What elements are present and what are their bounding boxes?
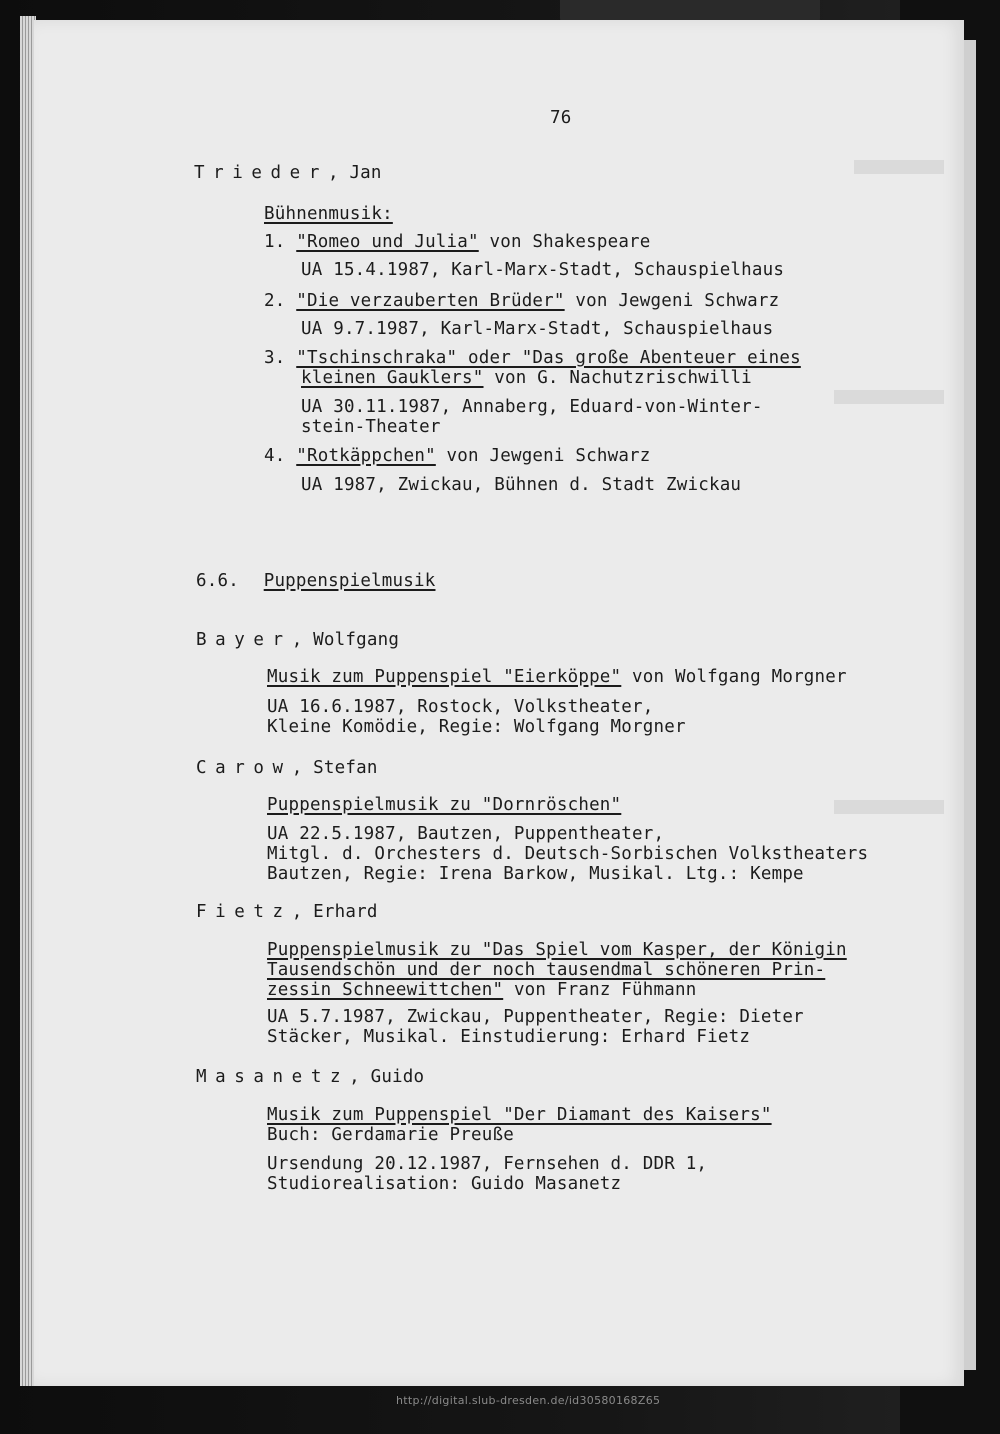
work-author: von Wolfgang Morgner <box>621 667 847 687</box>
list-item-continuation <box>301 368 752 388</box>
item-number: 2. <box>264 291 286 311</box>
work-title: "Romeo und Julia" <box>296 232 479 252</box>
composer-given-name: Wolfgang <box>313 630 400 650</box>
footer-url: http://digital.slub-dresden.de/id30580168Z65 <box>396 1394 661 1407</box>
subheading: Bühnenmusik: <box>264 204 393 224</box>
premiere-info: UA 16.6.1987, Rostock, Volkstheater, <box>267 697 654 717</box>
list-item <box>264 446 651 466</box>
premiere-info: Kleine Komödie, Regie: Wolfgang Morgner <box>267 717 686 737</box>
composer-surname: Carow <box>196 758 292 778</box>
premiere-info: Stäcker, Musikal. Einstudierung: Erhard Fietz <box>267 1027 751 1047</box>
broadcast-info: Ursendung 20.12.1987, Fernsehen d. DDR 1, <box>267 1154 708 1174</box>
work-title: Tausendschön und der noch tausendmal schöneren Prin- <box>267 960 826 980</box>
comma: , <box>291 902 314 922</box>
work-author: von Franz Fühmann <box>503 980 697 1000</box>
list-item <box>264 232 651 252</box>
bleed-through <box>834 390 944 404</box>
list-item <box>264 348 801 368</box>
work-title: Musik zum Puppenspiel "Eierköppe" <box>267 667 622 687</box>
composer-given-name: Jan <box>349 163 382 183</box>
composer-heading-trieder <box>194 163 382 183</box>
premiere-info: UA 22.5.1987, Bautzen, Puppentheater, <box>267 824 665 844</box>
premiere-info: UA 15.4.1987, Karl-Marx-Stadt, Schauspielhaus <box>301 260 785 280</box>
work-title: Puppenspielmusik zu "Dornröschen" <box>267 795 622 815</box>
section-heading <box>196 571 435 591</box>
work-title: kleinen Gauklers" <box>301 368 484 388</box>
composer-surname: Fietz <box>196 902 292 922</box>
next-page-edge <box>962 40 976 1370</box>
document-page <box>34 20 964 1386</box>
work-title: zessin Schneewittchen" <box>267 980 504 1000</box>
composer-surname: Trieder <box>194 163 328 183</box>
work-line <box>267 980 696 1000</box>
section-number: 6.6. <box>196 571 239 591</box>
premiere-info: stein-Theater <box>301 417 441 437</box>
composer-surname: Bayer <box>196 630 292 650</box>
work-title: "Die verzauberten Brüder" <box>296 291 565 311</box>
page-number: 76 <box>550 108 572 128</box>
premiere-info: UA 5.7.1987, Zwickau, Puppentheater, Regie: Dieter <box>267 1007 804 1027</box>
work-title: "Tschinschraka" oder "Das große Abenteuer eines <box>296 348 801 368</box>
item-number: 3. <box>264 348 286 368</box>
comma: , <box>349 1067 371 1087</box>
comma: , <box>291 630 314 650</box>
premiere-info: Mitgl. d. Orchesters d. Deutsch-Sorbischen Volkstheaters <box>267 844 869 864</box>
work-title: "Rotkäppchen" <box>296 446 436 466</box>
work-author: von Shakespeare <box>478 232 651 252</box>
premiere-info: UA 9.7.1987, Karl-Marx-Stadt, Schauspielhaus <box>301 319 774 339</box>
list-item <box>264 291 779 311</box>
bleed-through <box>854 160 944 174</box>
section-title: Puppenspielmusik <box>263 571 436 591</box>
composer-given-name: Erhard <box>313 902 378 922</box>
work-author: von Jewgeni Schwarz <box>564 291 780 311</box>
work-author: von Jewgeni Schwarz <box>435 446 651 466</box>
premiere-info: Bautzen, Regie: Irena Barkow, Musikal. Ltg.: Kempe <box>267 864 804 884</box>
work-line <box>267 667 847 687</box>
premiere-info: UA 30.11.1987, Annaberg, Eduard-von-Winter- <box>301 397 763 417</box>
composer-given-name: Guido <box>370 1067 425 1087</box>
composer-given-name: Stefan <box>313 758 378 778</box>
bleed-through <box>834 800 944 814</box>
composer-surname: Masanetz <box>196 1067 350 1087</box>
comma: , <box>327 163 350 183</box>
item-number: 4. <box>264 446 286 466</box>
work-title: Musik zum Puppenspiel "Der Diamant des Kaisers" <box>267 1105 772 1125</box>
item-number: 1. <box>264 232 286 252</box>
work-title: Puppenspielmusik zu "Das Spiel vom Kasper, der Königin <box>267 940 847 960</box>
broadcast-info: Studiorealisation: Guido Masanetz <box>267 1174 622 1194</box>
book-credit: Buch: Gerdamarie Preuße <box>267 1125 514 1145</box>
composer-heading-masanetz <box>196 1067 424 1087</box>
comma: , <box>291 758 314 778</box>
composer-heading-carow <box>196 758 378 778</box>
composer-heading-fietz <box>196 902 378 922</box>
premiere-info: UA 1987, Zwickau, Bühnen d. Stadt Zwickau <box>301 475 742 495</box>
composer-heading-bayer <box>196 630 399 650</box>
work-author: von G. Nachutzrischwilli <box>483 368 752 388</box>
